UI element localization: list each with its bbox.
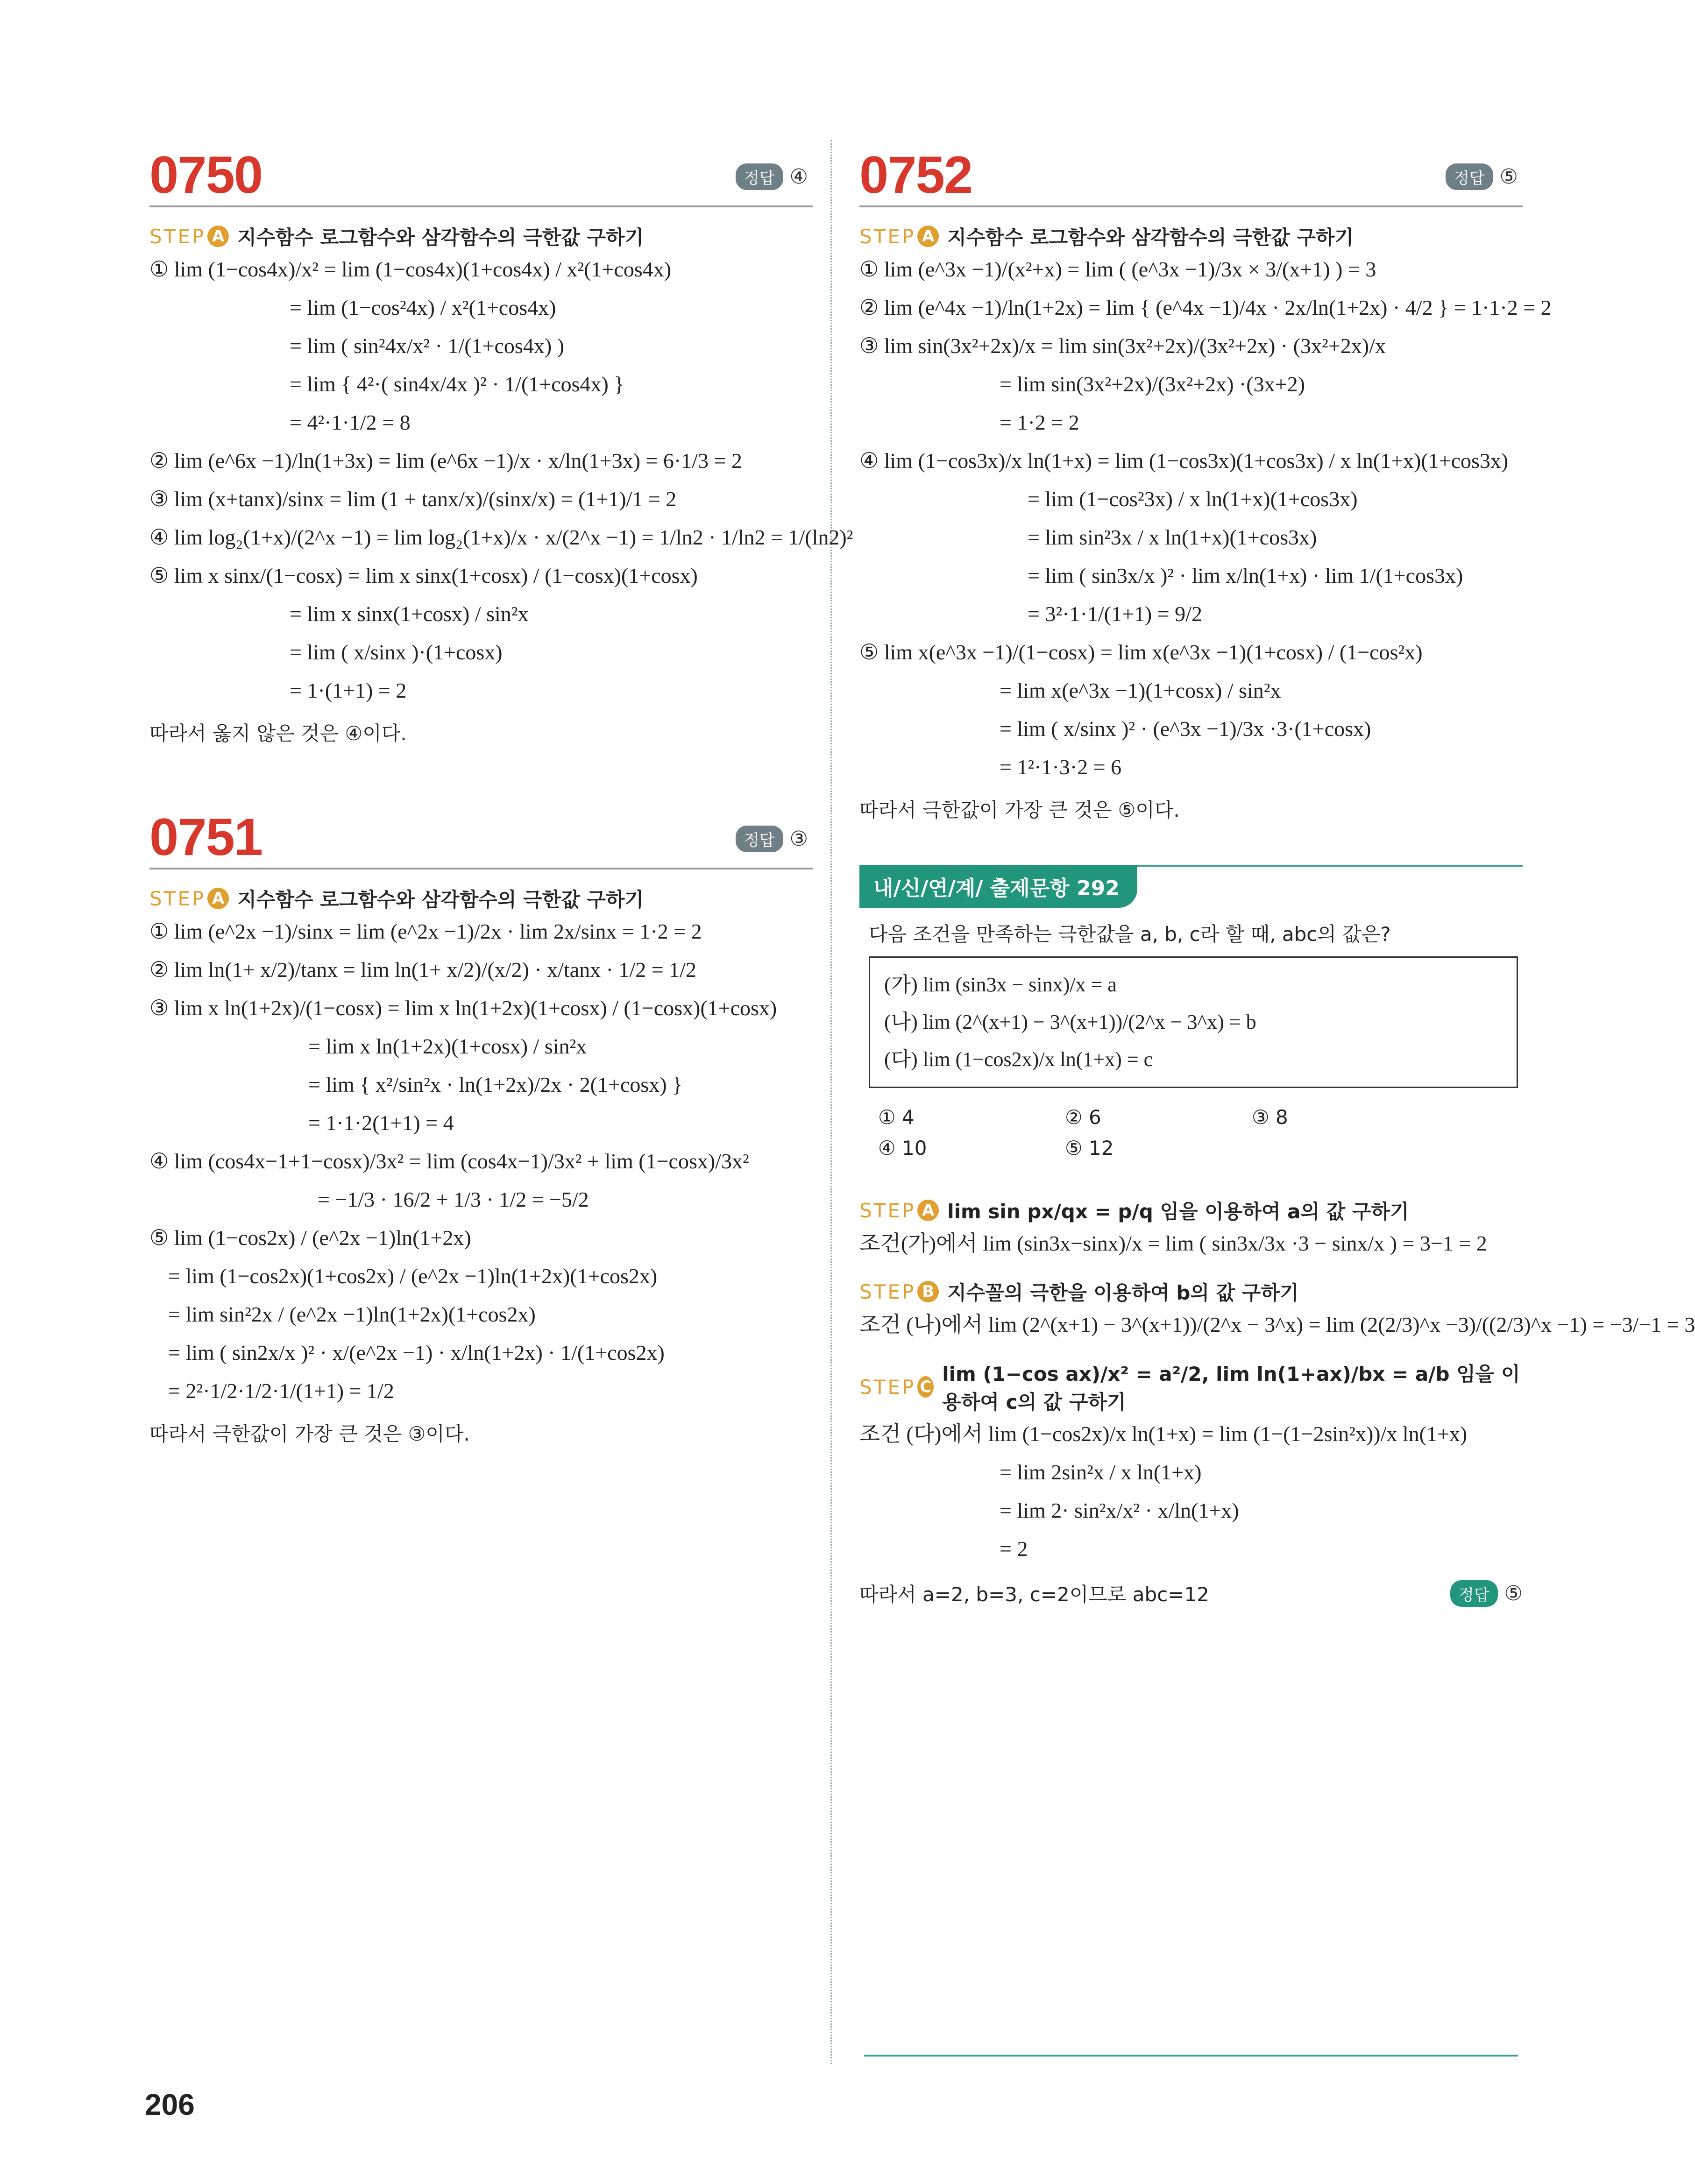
math-line: ④ lim (cos4x−1+1−cosx)/3x² = lim (cos4x−1)/3x² + lim (1−cosx)/3x² [149, 1149, 749, 1173]
answer-value: ④ [789, 165, 808, 189]
answer-badge [1450, 1580, 1523, 1607]
math-line: = lim ( sin2x/x )² · x/(e^2x −1) · x/ln(1+2x) · 1/(1+cos2x) [168, 1341, 665, 1364]
conditions-box [869, 956, 1518, 1088]
step-title: lim (1−cos ax)/x² = a²/2, lim ln(1+ax)/bx = a/b 임을 이용하여 c의 값 구하기 [942, 1363, 1520, 1414]
step-letter-a: A [917, 1200, 939, 1221]
math-line: = lim x ln(1+2x)(1+cosx) / sin²x [308, 1034, 587, 1058]
math-line: = lim (1−cos2x)(1+cos2x) / (e^2x −1)ln(1+2x)(1+cos2x) [168, 1264, 658, 1288]
math-line: = lim { x²/sin²x · ln(1+2x)/2x · 2(1+cosx) } [308, 1073, 683, 1096]
math-line: = −1/3 · 16/2 + 1/3 · 1/2 = −5/2 [318, 1187, 589, 1211]
answer-value: ⑤ [1504, 1581, 1523, 1605]
solution-0750 [149, 250, 853, 710]
math-line: = lim x sinx(1+cosx) / sin²x [290, 602, 529, 626]
right-column [859, 135, 1695, 1607]
step-word: STEP [859, 1375, 916, 1399]
answer-badge [736, 826, 808, 852]
math-line: = 2²·1/2·1/2·1/(1+1) = 1/2 [168, 1379, 394, 1403]
math-line: = lim { 4²·( sin4x/4x )² · 1/(1+cos4x) } [290, 372, 624, 396]
step-a-heading [149, 222, 813, 250]
problem-0752-header [859, 135, 1523, 207]
related-problem-header [859, 865, 1523, 908]
math-line: = 1·2 = 2 [1000, 410, 1079, 434]
math-line: = 1·1·2(1+1) = 4 [308, 1111, 454, 1135]
solution-0751 [149, 912, 813, 1410]
math-line: = 1²·1·3·2 = 6 [1000, 755, 1122, 779]
answer-label: 정답 [736, 826, 783, 852]
math-line: = lim 2· sin²x/x² · x/ln(1+x) [1000, 1498, 1239, 1522]
step-title: lim sin px/qx = p/q 임을 이용하여 a의 값 구하기 [947, 1200, 1409, 1223]
step-word: STEP [859, 1199, 916, 1222]
answer-label: 정답 [1450, 1580, 1498, 1607]
math-line: = lim x(e^3x −1)(1+cosx) / sin²x [1000, 679, 1281, 702]
step-word: STEP [859, 1280, 916, 1303]
step-title: 지수함수 로그함수와 삼각함수의 극한값 구하기 [947, 226, 1354, 249]
conclusion: 따라서 극한값이 가장 큰 것은 ⑤이다. [859, 799, 1180, 821]
problem-0750-header [149, 135, 813, 207]
answer-value: ⑤ [1499, 165, 1518, 189]
page-number: 206 [145, 2088, 195, 2121]
math-line: = lim (1−cos²4x) / x²(1+cos4x) [290, 296, 556, 319]
step-b-heading [859, 1278, 1523, 1306]
related-problem-tab: 내/신/연/계/ 출제문항 292 [859, 865, 1137, 908]
math-line: ⑤ lim (1−cos2x) / (e^2x −1)ln(1+2x) [149, 1226, 471, 1250]
math-line: ④ lim log₂(1+x)/(2^x −1) = lim log₂(1+x)/x · x/(2^x −1) = 1/ln2 · 1/ln2 = 1/(ln2)² [149, 525, 853, 549]
math-line: ① lim (1−cos4x)/x² = lim (1−cos4x)(1+cos4x) / x²(1+cos4x) [149, 257, 672, 281]
answer-badge [1446, 163, 1518, 190]
step-letter-a: A [917, 226, 939, 247]
solution-0752 [859, 250, 1552, 786]
condition-da: (다) lim (1−cos2x)/x ln(1+x) = c [884, 1048, 1153, 1071]
step-title: 지수꼴의 극한을 이용하여 b의 값 구하기 [947, 1281, 1299, 1304]
conclusion: 따라서 옳지 않은 것은 ④이다. [149, 722, 407, 745]
math-line: = lim sin²3x / x ln(1+x)(1+cos3x) [1028, 525, 1317, 549]
math-line: = lim 2sin²x / x ln(1+x) [1000, 1460, 1202, 1484]
step-title: 지수함수 로그함수와 삼각함수의 극한값 구하기 [237, 226, 644, 249]
step-word: STEP [149, 887, 206, 910]
step-a-heading [149, 884, 813, 912]
answer-badge [736, 163, 808, 190]
step-title: 지수함수 로그함수와 삼각함수의 극한값 구하기 [237, 888, 644, 911]
math-line: = 3²·1·1/(1+1) = 9/2 [1028, 602, 1202, 626]
step-a-heading [859, 222, 1523, 250]
math-line: 조건 (나)에서 lim (2^(x+1) − 3^(x+1))/(2^x − 3^x) = lim (2(2/3)^x −3)/((2/3)^x −1) = −3/−1 = 3 [859, 1313, 1695, 1336]
math-line: ② lim ln(1+ x/2)/tanx = lim ln(1+ x/2)/(x/2) · x/tanx · 1/2 = 1/2 [149, 958, 696, 982]
math-line: = 1·(1+1) = 2 [290, 679, 407, 702]
problem-number: 0752 [859, 146, 972, 204]
choice-3: ③ 8 [1252, 1106, 1288, 1129]
condition-ga: (가) lim (sin3x − sinx)/x = a [884, 973, 1117, 996]
column-divider [830, 140, 832, 2064]
step-letter-a: A [207, 888, 229, 909]
step-word: STEP [859, 225, 916, 248]
math-line: = lim sin²2x / (e^2x −1)ln(1+2x)(1+cos2x) [168, 1302, 536, 1326]
conclusion: 따라서 a=2, b=3, c=2이므로 abc=12 [859, 1583, 1209, 1606]
choice-2: ② 6 [1065, 1106, 1101, 1129]
related-question: 다음 조건을 만족하는 극한값을 a, b, c라 할 때, abc의 값은? [869, 923, 1391, 946]
math-line: ② lim (e^6x −1)/ln(1+3x) = lim (e^6x −1)/x · x/ln(1+3x) = 6·1/3 = 2 [149, 449, 742, 473]
final-answer-row [859, 1579, 1523, 1607]
math-line: = 2 [1000, 1537, 1028, 1561]
math-line: ① lim (e^3x −1)/(x²+x) = lim ( (e^3x −1)/3x × 3/(x+1) ) = 3 [859, 257, 1376, 281]
math-line: = lim ( x/sinx )² · (e^3x −1)/3x ·3·(1+cosx) [1000, 717, 1371, 741]
condition-na: (나) lim (2^(x+1) − 3^(x+1))/(2^x − 3^x) = b [884, 1011, 1256, 1033]
answer-choices [878, 1102, 1523, 1164]
problem-0751-header [149, 798, 813, 869]
math-line: = lim sin(3x²+2x)/(3x²+2x) ·(3x+2) [1000, 372, 1305, 396]
problem-number: 0751 [149, 808, 262, 866]
math-line: ⑤ lim x(e^3x −1)/(1−cosx) = lim x(e^3x −1)(1+cosx) / (1−cos²x) [859, 640, 1423, 664]
step-a-heading [859, 1196, 1523, 1224]
math-line: ① lim (e^2x −1)/sinx = lim (e^2x −1)/2x · lim 2x/sinx = 1·2 = 2 [149, 919, 702, 943]
conclusion: 따라서 극한값이 가장 큰 것은 ③이다. [149, 1422, 470, 1445]
math-line: ② lim (e^4x −1)/ln(1+2x) = lim { (e^4x −1)/4x · 2x/ln(1+2x) · 4/2 } = 1·1·2 = 2 [859, 296, 1552, 319]
math-line: ⑤ lim x sinx/(1−cosx) = lim x sinx(1+cosx) / (1−cosx)(1+cosx) [149, 564, 698, 587]
math-line: = lim (1−cos²3x) / x ln(1+x)(1+cos3x) [1028, 487, 1358, 511]
math-line: 조건(가)에서 lim (sin3x−sinx)/x = lim ( sin3x/3x ·3 − sinx/x ) = 3−1 = 2 [859, 1231, 1487, 1255]
math-line: ④ lim (1−cos3x)/x ln(1+x) = lim (1−cos3x)(1+cos3x) / x ln(1+x)(1+cos3x) [859, 449, 1509, 473]
problem-number: 0750 [149, 146, 262, 204]
step-word: STEP [149, 225, 206, 248]
math-line: 조건 (다)에서 lim (1−cos2x)/x ln(1+x) = lim (1−(1−2sin²x))/x ln(1+x) [859, 1422, 1468, 1446]
math-line: ③ lim (x+tanx)/sinx = lim (1 + tanx/x)/(sinx/x) = (1+1)/1 = 2 [149, 487, 677, 511]
math-line: = 4²·1·1/2 = 8 [290, 410, 411, 434]
step-letter-a: A [207, 226, 229, 247]
step-letter-b: B [917, 1281, 939, 1302]
step-letter-c: C [917, 1376, 934, 1398]
choice-4: ④ 10 [878, 1137, 927, 1159]
answer-value: ③ [789, 827, 808, 851]
answer-label: 정답 [736, 163, 783, 190]
math-line: = lim ( sin²4x/x² · 1/(1+cos4x) ) [290, 334, 564, 358]
choice-1: ① 4 [878, 1106, 915, 1129]
math-line: ③ lim sin(3x²+2x)/x = lim sin(3x²+2x)/(3x²+2x) · (3x²+2x)/x [859, 334, 1386, 358]
step-c-heading [859, 1359, 1523, 1415]
left-column [149, 135, 853, 1447]
choice-5: ⑤ 12 [1065, 1137, 1114, 1159]
math-line: = lim ( sin3x/x )² · lim x/ln(1+x) · lim 1/(1+cos3x) [1028, 564, 1463, 587]
math-line: ③ lim x ln(1+2x)/(1−cosx) = lim x ln(1+2x)(1+cosx) / (1−cosx)(1+cosx) [149, 996, 777, 1020]
answer-label: 정답 [1446, 163, 1493, 190]
math-line: = lim ( x/sinx )·(1+cosx) [290, 640, 503, 664]
bottom-rule [864, 2055, 1518, 2057]
